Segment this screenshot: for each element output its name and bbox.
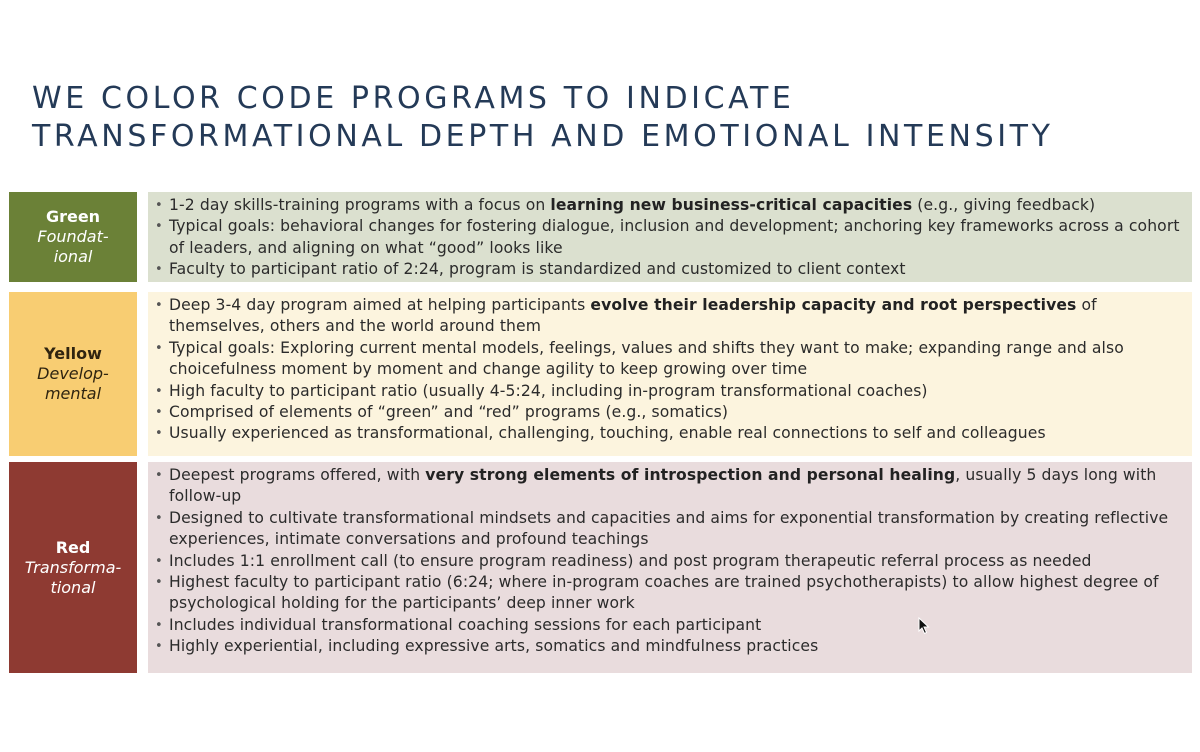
bullet-item: • 1-2 day skills-training programs with a focus on learning new business-critical capacities (e.g., giving feedback) (154, 195, 1186, 216)
bullet-item: • Includes 1:1 enrollment call (to ensure program readiness) and post program therapeutic referral process as needed (154, 551, 1186, 572)
row-label-yellow (9, 292, 137, 456)
bullet-item: • Deepest programs offered, with very strong elements of introspection and personal healing, usually 5 days long with follow-up (154, 465, 1186, 508)
bullet-item: • High faculty to participant ratio (usually 4-5:24, including in-program transformational coaches) (154, 381, 1186, 402)
bullet-item: • Comprised of elements of “green” and “red” programs (e.g., somatics) (154, 402, 1186, 423)
bullet-item: • Typical goals: Exploring current mental models, feelings, values and shifts they want to make; expanding range and also choicefulness moment by moment and change agility to keep growing over time (154, 338, 1186, 381)
row-body-green (148, 192, 1192, 282)
row-yellow-developmental (9, 292, 1192, 456)
slide-title (32, 80, 1054, 156)
row-green-foundational (9, 192, 1192, 282)
bullet-list (154, 465, 1186, 658)
row-label-sub-2: mental (44, 384, 102, 403)
row-label-red (9, 462, 137, 673)
row-label-name: Yellow (44, 344, 102, 363)
row-label-name: Red (55, 537, 91, 557)
bullet-item: • Designed to cultivate transformational mindsets and capacities and aims for exponential transformation by creating reflective experiences, intimate conversations and profound teachings (154, 508, 1186, 551)
row-label-sub-2: ional (53, 247, 93, 266)
row-label-name: Green (45, 207, 101, 226)
row-label-sub-2: tional (50, 577, 96, 597)
bullet-item: • Faculty to participant ratio of 2:24, program is standardized and customized to client context (154, 259, 1186, 280)
bullet-item: • Highly experiential, including expressive arts, somatics and mindfulness practices (154, 636, 1186, 657)
bullet-list (154, 295, 1186, 445)
bullet-item: • Typical goals: behavioral changes for fostering dialogue, inclusion and development; anchoring key frameworks across a cohort of leaders, and aligning on what “good” looks like (154, 216, 1186, 259)
row-label-sub-1: Develop- (37, 364, 109, 383)
row-label-sub-1: Foundat- (37, 227, 109, 246)
slide-title-line-1: WE COLOR CODE PROGRAMS TO INDICATE (32, 81, 795, 116)
row-body-yellow (148, 292, 1192, 456)
bullet-item: • Usually experienced as transformational, challenging, touching, enable real connections to self and colleagues (154, 423, 1186, 444)
mouse-cursor-icon (918, 617, 930, 635)
row-label-sub-1: Transforma- (24, 557, 122, 577)
row-body-red (148, 462, 1192, 673)
row-red-transformational (9, 462, 1192, 673)
bullet-item: • Includes individual transformational coaching sessions for each participant (154, 615, 1186, 636)
slide-title-line-2: TRANSFORMATIONAL DEPTH AND EMOTIONAL INTENSITY (32, 119, 1054, 154)
bullet-list (154, 195, 1186, 281)
bullet-item: • Deep 3-4 day program aimed at helping participants evolve their leadership capacity and root perspectives of themselves, others and the world around them (154, 295, 1186, 338)
bullet-item: • Highest faculty to participant ratio (6:24; where in-program coaches are trained psychotherapists) to allow highest degree of psychological holding for the participants’ deep inner work (154, 572, 1186, 615)
row-label-green (9, 192, 137, 282)
